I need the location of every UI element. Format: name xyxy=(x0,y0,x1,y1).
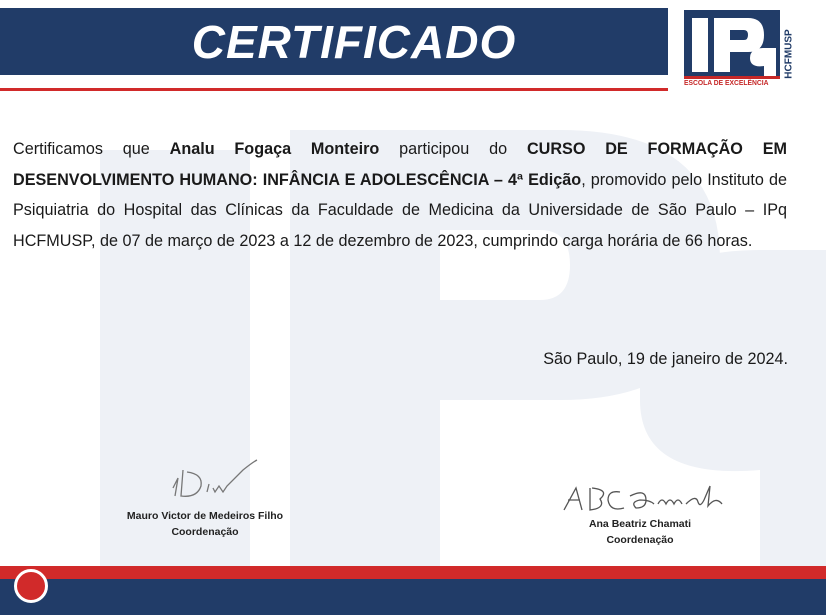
signature-right-role: Coordenação xyxy=(606,534,674,546)
footer-blue-band xyxy=(0,579,826,615)
course-name: CURSO DE FORMAÇÃO EM DESENVOLVIMENTO HUMANO: INFÂNCIA E ADOLESCÊNCIA – 4ª Edição xyxy=(13,140,787,189)
footer-red-band xyxy=(0,566,826,579)
student-name: Analu Fogaça Monteiro xyxy=(169,140,380,158)
signature-left-image xyxy=(145,456,265,508)
signature-right-image xyxy=(550,482,730,516)
logo-slogan: ESCOLA DE EXCELÊNCIA xyxy=(684,78,769,87)
signature-right-name: Ana Beatriz Chamati xyxy=(588,518,692,530)
signature-block-right xyxy=(540,482,740,548)
logo-side-text: HCFMUSP xyxy=(783,29,795,79)
signature-block-left xyxy=(100,456,310,540)
signature-left-role: Coordenação xyxy=(171,526,239,538)
header-red-line xyxy=(0,88,668,91)
signature-left-name: Mauro Victor de Medeiros Filho xyxy=(126,510,284,522)
certificate-title: CERTIFICADO xyxy=(191,15,517,68)
issue-date: São Paulo, 19 de janeiro de 2024. xyxy=(543,350,788,368)
certificate-body: Certificamos que Analu Fogaça Monteiro participou do CURSO DE FORMAÇÃO EM DESENVOLVIMENTO HUMANO: INFÂNCIA E ADOLESCÊNCIA – 4ª Edição, promovido pelo Instituto de Psiquiatria do Hospital das Clínicas da Faculdade de Medicina da Universidade de São Paulo – IPq HCFMUSP, de 07 de março de 2023 a 12 de dezembro de 2023, cumprindo carga horária de 66 horas. xyxy=(13,140,787,250)
footer-circle xyxy=(14,569,48,603)
